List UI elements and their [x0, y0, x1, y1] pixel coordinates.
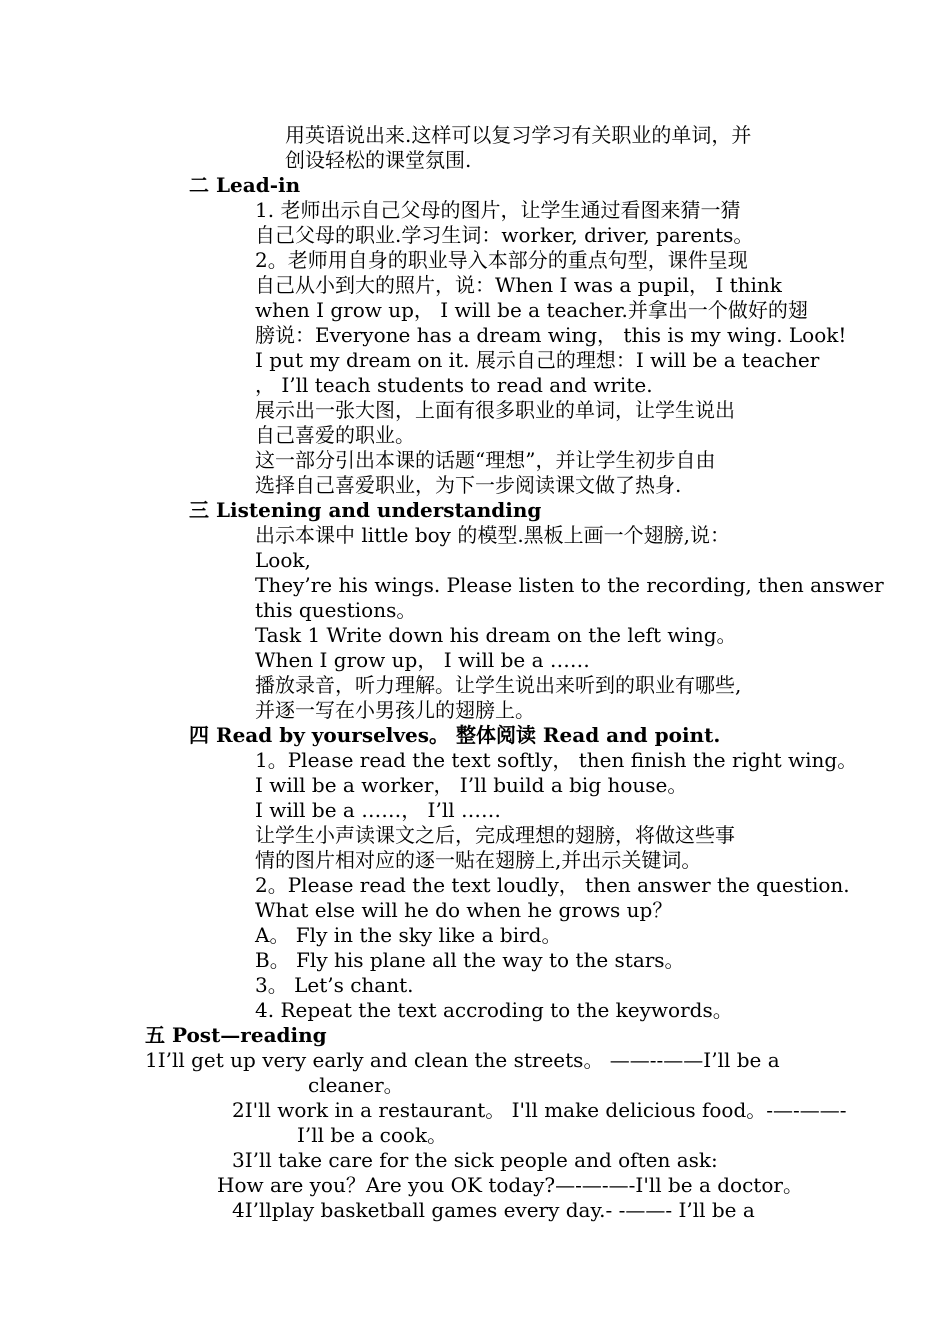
text-line: cleaner。	[308, 1073, 404, 1097]
text-line: They’re his wings. Please listen to the recording, then answer	[255, 573, 884, 597]
text-line: this questions。	[255, 598, 417, 622]
text-line: 创设轻松的课堂氛围.	[285, 148, 472, 172]
text-line: I will be a ……， I’ll ……	[255, 798, 501, 822]
text-line: 膀说：Everyone has a dream wing， this is my wing. Look!	[255, 323, 847, 347]
section-heading-listening: 三 Listening and understanding	[189, 498, 542, 522]
text-line: 2。Please read the text loudly， then answer the question.	[255, 873, 850, 897]
text-line: I’ll be a cook。	[297, 1123, 448, 1147]
text-line: 3。 Let’s chant.	[255, 973, 414, 997]
text-line: I will be a worker， I’ll build a big house。	[255, 773, 688, 797]
text-line: 1. 老师出示自己父母的图片，让学生通过看图来猜一猜	[255, 198, 741, 222]
text-line: 1。Please read the text softly， then finish the right wing。	[255, 748, 858, 772]
text-line: Task 1 Write down his dream on the left wing。	[255, 623, 737, 647]
section-heading-lead-in: 二 Lead-in	[189, 173, 301, 197]
text-line: How are you？Are you OK today?—-—-—-I'll be a doctor。	[217, 1173, 803, 1197]
text-line: 出示本课中 little boy 的模型.黑板上画一个翅膀,说：	[255, 523, 731, 547]
text-line: Look,	[255, 548, 311, 572]
text-line: 4I’llplay basketball games every day.- -——- I’ll be a	[232, 1198, 755, 1222]
text-line: 这一部分引出本课的话题“理想”，并让学生初步自由	[255, 448, 716, 472]
text-line: 并逐一写在小男孩儿的翅膀上。	[255, 698, 535, 722]
text-line: What else will he do when he grows up？	[255, 898, 673, 922]
text-line: 2I'll work in a restaurant。 I'll make delicious food。-—-——-	[232, 1098, 847, 1122]
text-line: 让学生小声读课文之后，完成理想的翅膀，将做这些事	[255, 823, 735, 847]
section-heading-post-reading: 五 Post—reading	[145, 1023, 327, 1047]
text-line: 3I’ll take care for the sick people and often ask:	[232, 1148, 718, 1172]
text-line: 情的图片相对应的逐一贴在翅膀上,并出示关键词。	[255, 848, 702, 872]
text-line: B。 Fly his plane all the way to the stars。	[255, 948, 685, 972]
text-line: When I grow up， I will be a ……	[255, 648, 590, 672]
text-line: 播放录音，听力理解。让学生说出来听到的职业有哪些,	[255, 673, 742, 697]
text-line: 用英语说出来.这样可以复习学习有关职业的单词，并	[285, 123, 752, 147]
text-line: ， I’ll teach students to read and write.	[255, 373, 653, 397]
section-heading-read: 四 Read by yourselves。 整体阅读 Read and point.	[189, 723, 721, 747]
text-line: 4. Repeat the text accroding to the keywords。	[255, 998, 733, 1022]
text-line: 自己喜爱的职业。	[255, 423, 415, 447]
text-line: 1I’ll get up very early and clean the streets。 ——--——I’ll be a	[145, 1048, 780, 1072]
text-line: A。 Fly in the sky like a bird。	[255, 923, 562, 947]
text-line: 自己父母的职业.学习生词：worker, driver, parents。	[255, 223, 754, 247]
text-line: when I grow up， I will be a teacher.并拿出一个做好的翅	[255, 298, 808, 322]
text-line: 选择自己喜爱职业，为下一步阅读课文做了热身.	[255, 473, 682, 497]
text-line: 展示出一张大图，上面有很多职业的单词，让学生说出	[255, 398, 735, 422]
text-line: 自己从小到大的照片，说：When I was a pupil， I think	[255, 273, 782, 297]
text-line: 2。老师用自身的职业导入本部分的重点句型，课件呈现	[255, 248, 748, 272]
text-line: I put my dream on it. 展示自己的理想：I will be a teacher	[255, 348, 820, 372]
